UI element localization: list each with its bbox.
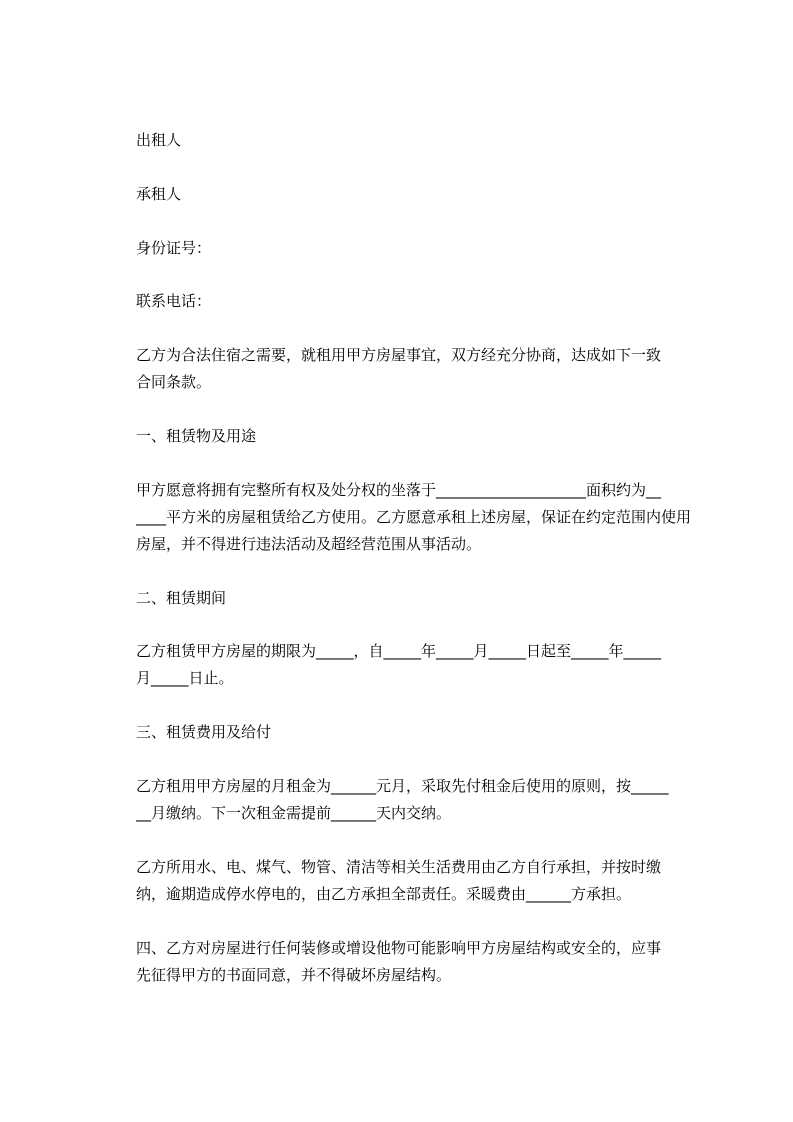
section-1-line-2: ____平方米的房屋租赁给乙方使用。乙方愿意承租上述房屋，保证在约定范围内使用 (136, 508, 692, 526)
section-3-heading: 三、租赁费用及给付 (136, 723, 272, 741)
section-2-heading: 二、租赁期间 (136, 589, 227, 607)
section-1-line-3: 房屋，并不得进行违法活动及超经营范围从事活动。 (136, 535, 482, 553)
section-3-para-2-line-2: 纳，逾期造成停水停电的，由乙方承担全部责任。采暖费由______方承担。 (136, 885, 632, 903)
section-1-line-1: 甲方愿意将拥有完整所有权及处分权的坐落于____________________面积约为__ (136, 481, 662, 499)
section-3-para-1-line-2: __月缴纳。下一次租金需提前______天内交纳。 (136, 804, 452, 822)
section-4-line-1: 四、乙方对房屋进行任何装修或增设他物可能影响甲方房屋结构或安全的，应事 (136, 939, 662, 957)
intro-line-2: 合同条款。 (136, 373, 212, 391)
section-2-line-2: 月_____日止。 (136, 669, 234, 687)
section-1-heading: 一、租赁物及用途 (136, 427, 257, 445)
id-number-label: 身份证号： (136, 239, 212, 257)
section-4-line-2: 先征得甲方的书面同意，并不得破坏房屋结构。 (136, 966, 452, 984)
section-3-para-1-line-1: 乙方租用甲方房屋的月租金为______元月，采取先付租金后使用的原则，按_____ (136, 777, 669, 795)
intro-line-1: 乙方为合法住宿之需要，就租用甲方房屋事宜，双方经充分协商，达成如下一致 (136, 346, 662, 364)
section-2-line-1: 乙方租赁甲方房屋的期限为_____，自_____年_____月_____日起至_____年_____ (136, 642, 662, 660)
phone-label: 联系电话： (136, 292, 212, 310)
section-3-para-2-line-1: 乙方所用水、电、煤气、物管、清洁等相关生活费用由乙方自行承担，并按时缴 (136, 858, 662, 876)
lessor-label: 出租人 (136, 131, 182, 149)
lessee-label: 承租人 (136, 185, 182, 203)
